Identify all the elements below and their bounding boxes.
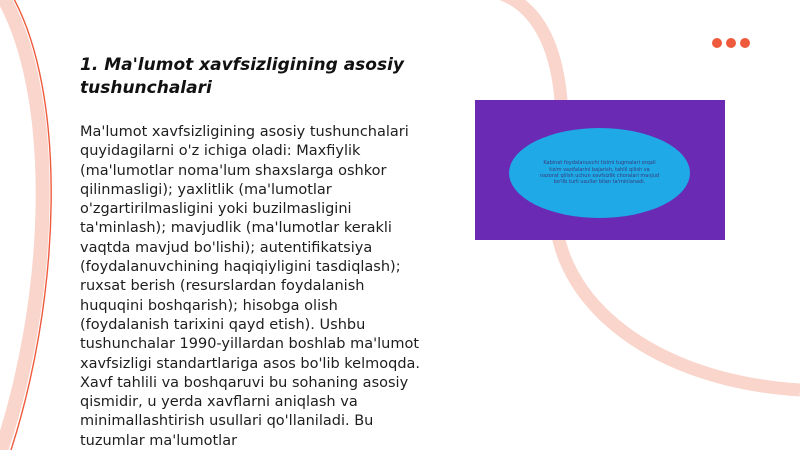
slide-body-text: Ma'lumot xavfsizligining asosiy tushunchalari quyidagilarni o'z ichiga oladi: Maxfiylik (ma'lumotlar noma'lum shaxslarga oshkor qilinmasligi); yaxlitlik (ma'lumotlar o'zgartirilmasligini yoki buzilmasligini ta'minlash); mavjudlik (ma'lumotlar kerakli vaqtda mavjud bo'lishi); autentifikatsiya (foydalanuvchining haqiqiyligini tasdiqlash); ruxsat berish (resurslardan foydalanish huquqini boshqarish); hisobga olish (foydalanish tarixini qayd etish). Ushbu tushunchalar 1990-yillardan boshlab ma'lumot xavfsizligi standartlariga asos bo'lib kelmoqda. Xavf tahlili va boshqaruvi bu sohaning asosiy qismidir, u yerda xavflarni aniqlash va minimallashtirish usullari qo'llaniladi. Bu tuzumlar ma'lumotlar <box>80 124 421 449</box>
figure-ellipse <box>509 128 690 218</box>
dot-1 <box>712 38 722 48</box>
slide-figure <box>475 100 725 240</box>
dot-3 <box>740 38 750 48</box>
three-dots-icon <box>712 38 750 48</box>
slide-title: 1. Ma'lumot xavfsizligining asosiy tushunchalari <box>80 55 404 98</box>
dot-2 <box>726 38 736 48</box>
left-ring-arc <box>0 0 43 450</box>
left-accent-line <box>6 0 51 450</box>
figure-ellipse-text: Kabinet foydalanuvchi tizimi tugmalari orqali tizim vazifalarini bajarish, tahlil qilish va nazorat qilish uchun xavfsizlik choralari mavjud bo'lib turli usullar bilan ta'minlanadi. <box>539 160 660 186</box>
